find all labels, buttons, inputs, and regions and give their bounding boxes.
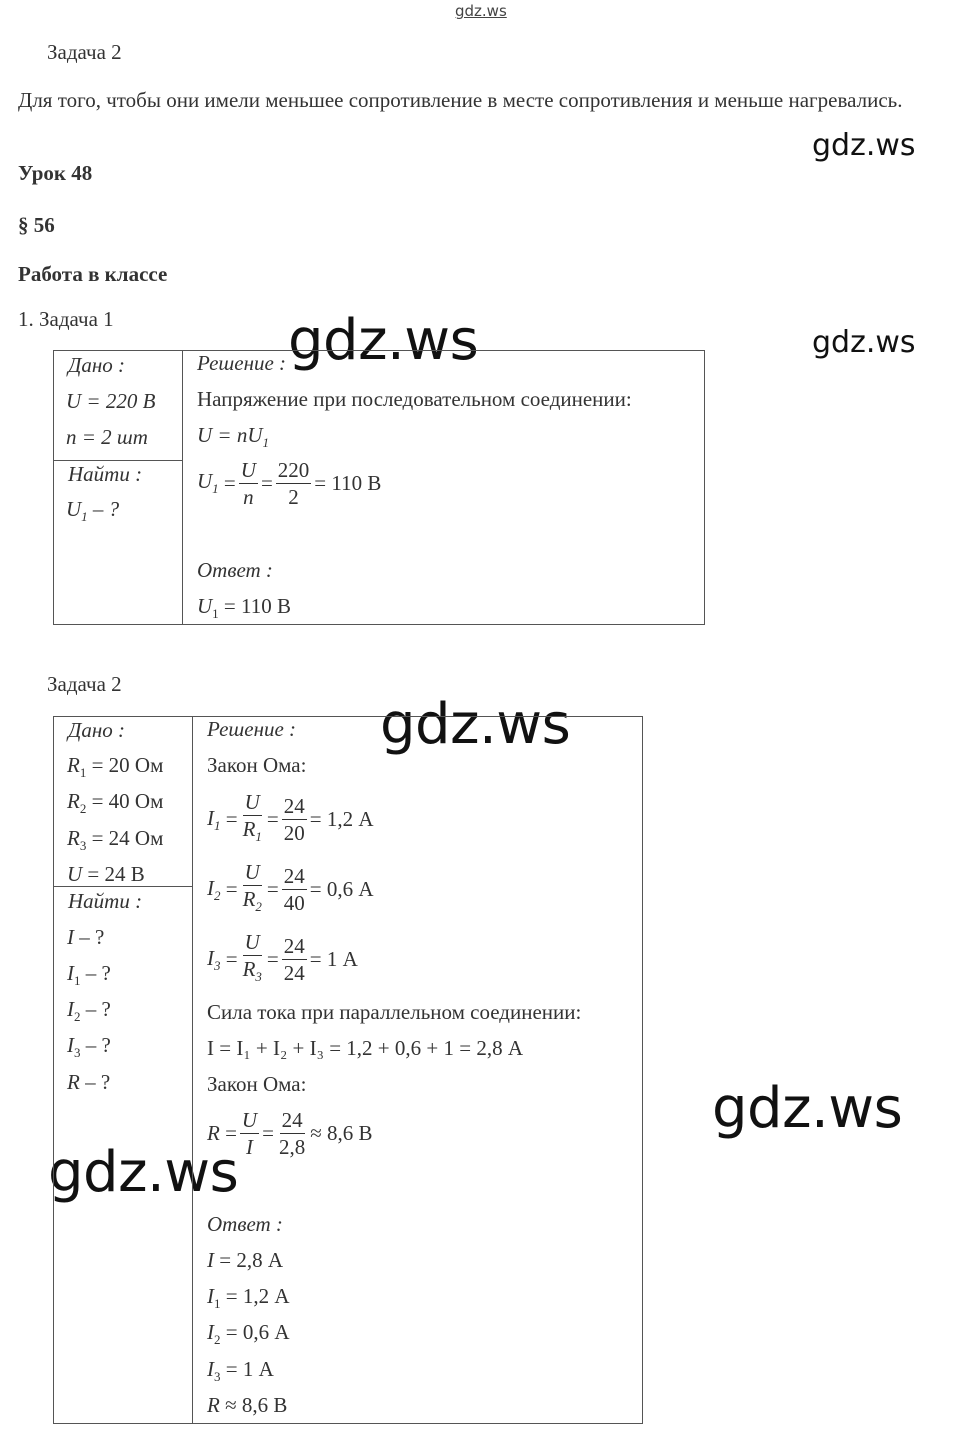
watermark: gdz.ws [48,1140,239,1205]
task1-title: 1. Задача 1 [18,307,114,331]
classwork-heading: Работа в классе [18,262,168,286]
task2-prev-title: Задача 2 [47,40,122,64]
task2-answer-item: $I_1 = 1,2$ А [207,1284,290,1312]
answer-paragraph: Для того, чтобы они имели меньшее сопротивление в месте сопротивления и меньше нагревались. [18,88,903,112]
task2-find-item: $I_2$ – ? [67,997,111,1025]
task2-find-item: R – ? [67,1070,111,1094]
task2-find-item: I – ? [67,925,105,949]
task2-divider [192,716,193,1424]
task1-given-item: n = 2 шт [66,425,148,449]
watermark: gdz.ws [812,128,916,163]
task2-given-item: U = 24 В [67,862,145,886]
task1-eq2: $U_1$ = $\frac{U}{n}$ = $\frac{220}{2}$ = 110 В [197,458,382,509]
lesson-heading: Урок 48 [18,161,93,185]
task2-eq-r: R = $\frac{U}{I}$ = $\frac{24}{2,8}$ ≈ 8,6 В [207,1108,373,1159]
task2-answer-label: Ответ : [207,1212,283,1236]
task2-find-item: $I_1$ – ? [67,961,111,989]
task2-eq-i2: $I_2$ = $\frac{U}{R_2}$ = $\frac{24}{40}$ = 0,6 А [207,860,374,916]
task2-eq-i3: $I_3$ = $\frac{U}{R_3}$ = $\frac{24}{24}$ = 1 А [207,930,358,986]
task2-find-item: $I_3$ – ? [67,1033,111,1061]
paragraph-heading: § 56 [18,213,55,237]
watermark: gdz.ws [380,692,571,757]
watermark: gdz.ws [288,308,479,373]
task1-given-item: U = 220 В [66,389,156,413]
task2-answer-item: I = 2,8 А [207,1248,284,1272]
watermark: gdz.ws [712,1076,903,1141]
task2-answer-item: $I_2 = 0,6$ А [207,1320,290,1348]
task1-solution-label: Решение : [197,351,287,375]
task2-given-item: $R_1 = 20$ Ом [67,753,164,781]
watermark-top[interactable]: gdz.ws [455,2,507,20]
task2-answer-item: $I_3 = 1$ А [207,1357,274,1385]
task2-ohm-law-2: Закон Ома: [207,1072,307,1096]
task2-find-label: Найти : [68,889,143,913]
task1-answer: $U_1 = 110$ В [197,594,291,622]
task2-given-item: $R_2 = 40$ Ом [67,789,164,817]
task1-find-label: Найти : [68,462,143,486]
task2-eq-i1: $I_1$ = $\frac{U}{R_1}$ = $\frac{24}{20}$ = 1,2 А [207,790,374,846]
task1-eq1: $U = nU_1$ [197,423,270,451]
task2-title: Задача 2 [47,672,122,696]
task1-text: Напряжение при последовательном соединении: [197,387,632,411]
task2-given-label: Дано : [68,718,126,742]
watermark: gdz.ws [812,325,916,360]
task1-find-item: $U_1$ – ? [66,497,120,525]
task2-answer-item: R ≈ 8,6 В [207,1393,288,1417]
task2-given-item: $R_3 = 24$ Ом [67,826,164,854]
task1-answer-label: Ответ : [197,558,273,582]
task1-divider [182,350,183,625]
task2-ohm-law: Закон Ома: [207,753,307,777]
task2-parallel-text: Сила тока при параллельном соединении: [207,1000,582,1024]
task1-given-label: Дано : [68,353,126,377]
task1-given-divider [53,460,183,461]
task2-sum-eq: I = I₁ + I₂ + I₃ = 1,2 + 0,6 + 1 = 2,8 А [207,1036,524,1060]
task2-solution-label: Решение : [207,717,297,741]
